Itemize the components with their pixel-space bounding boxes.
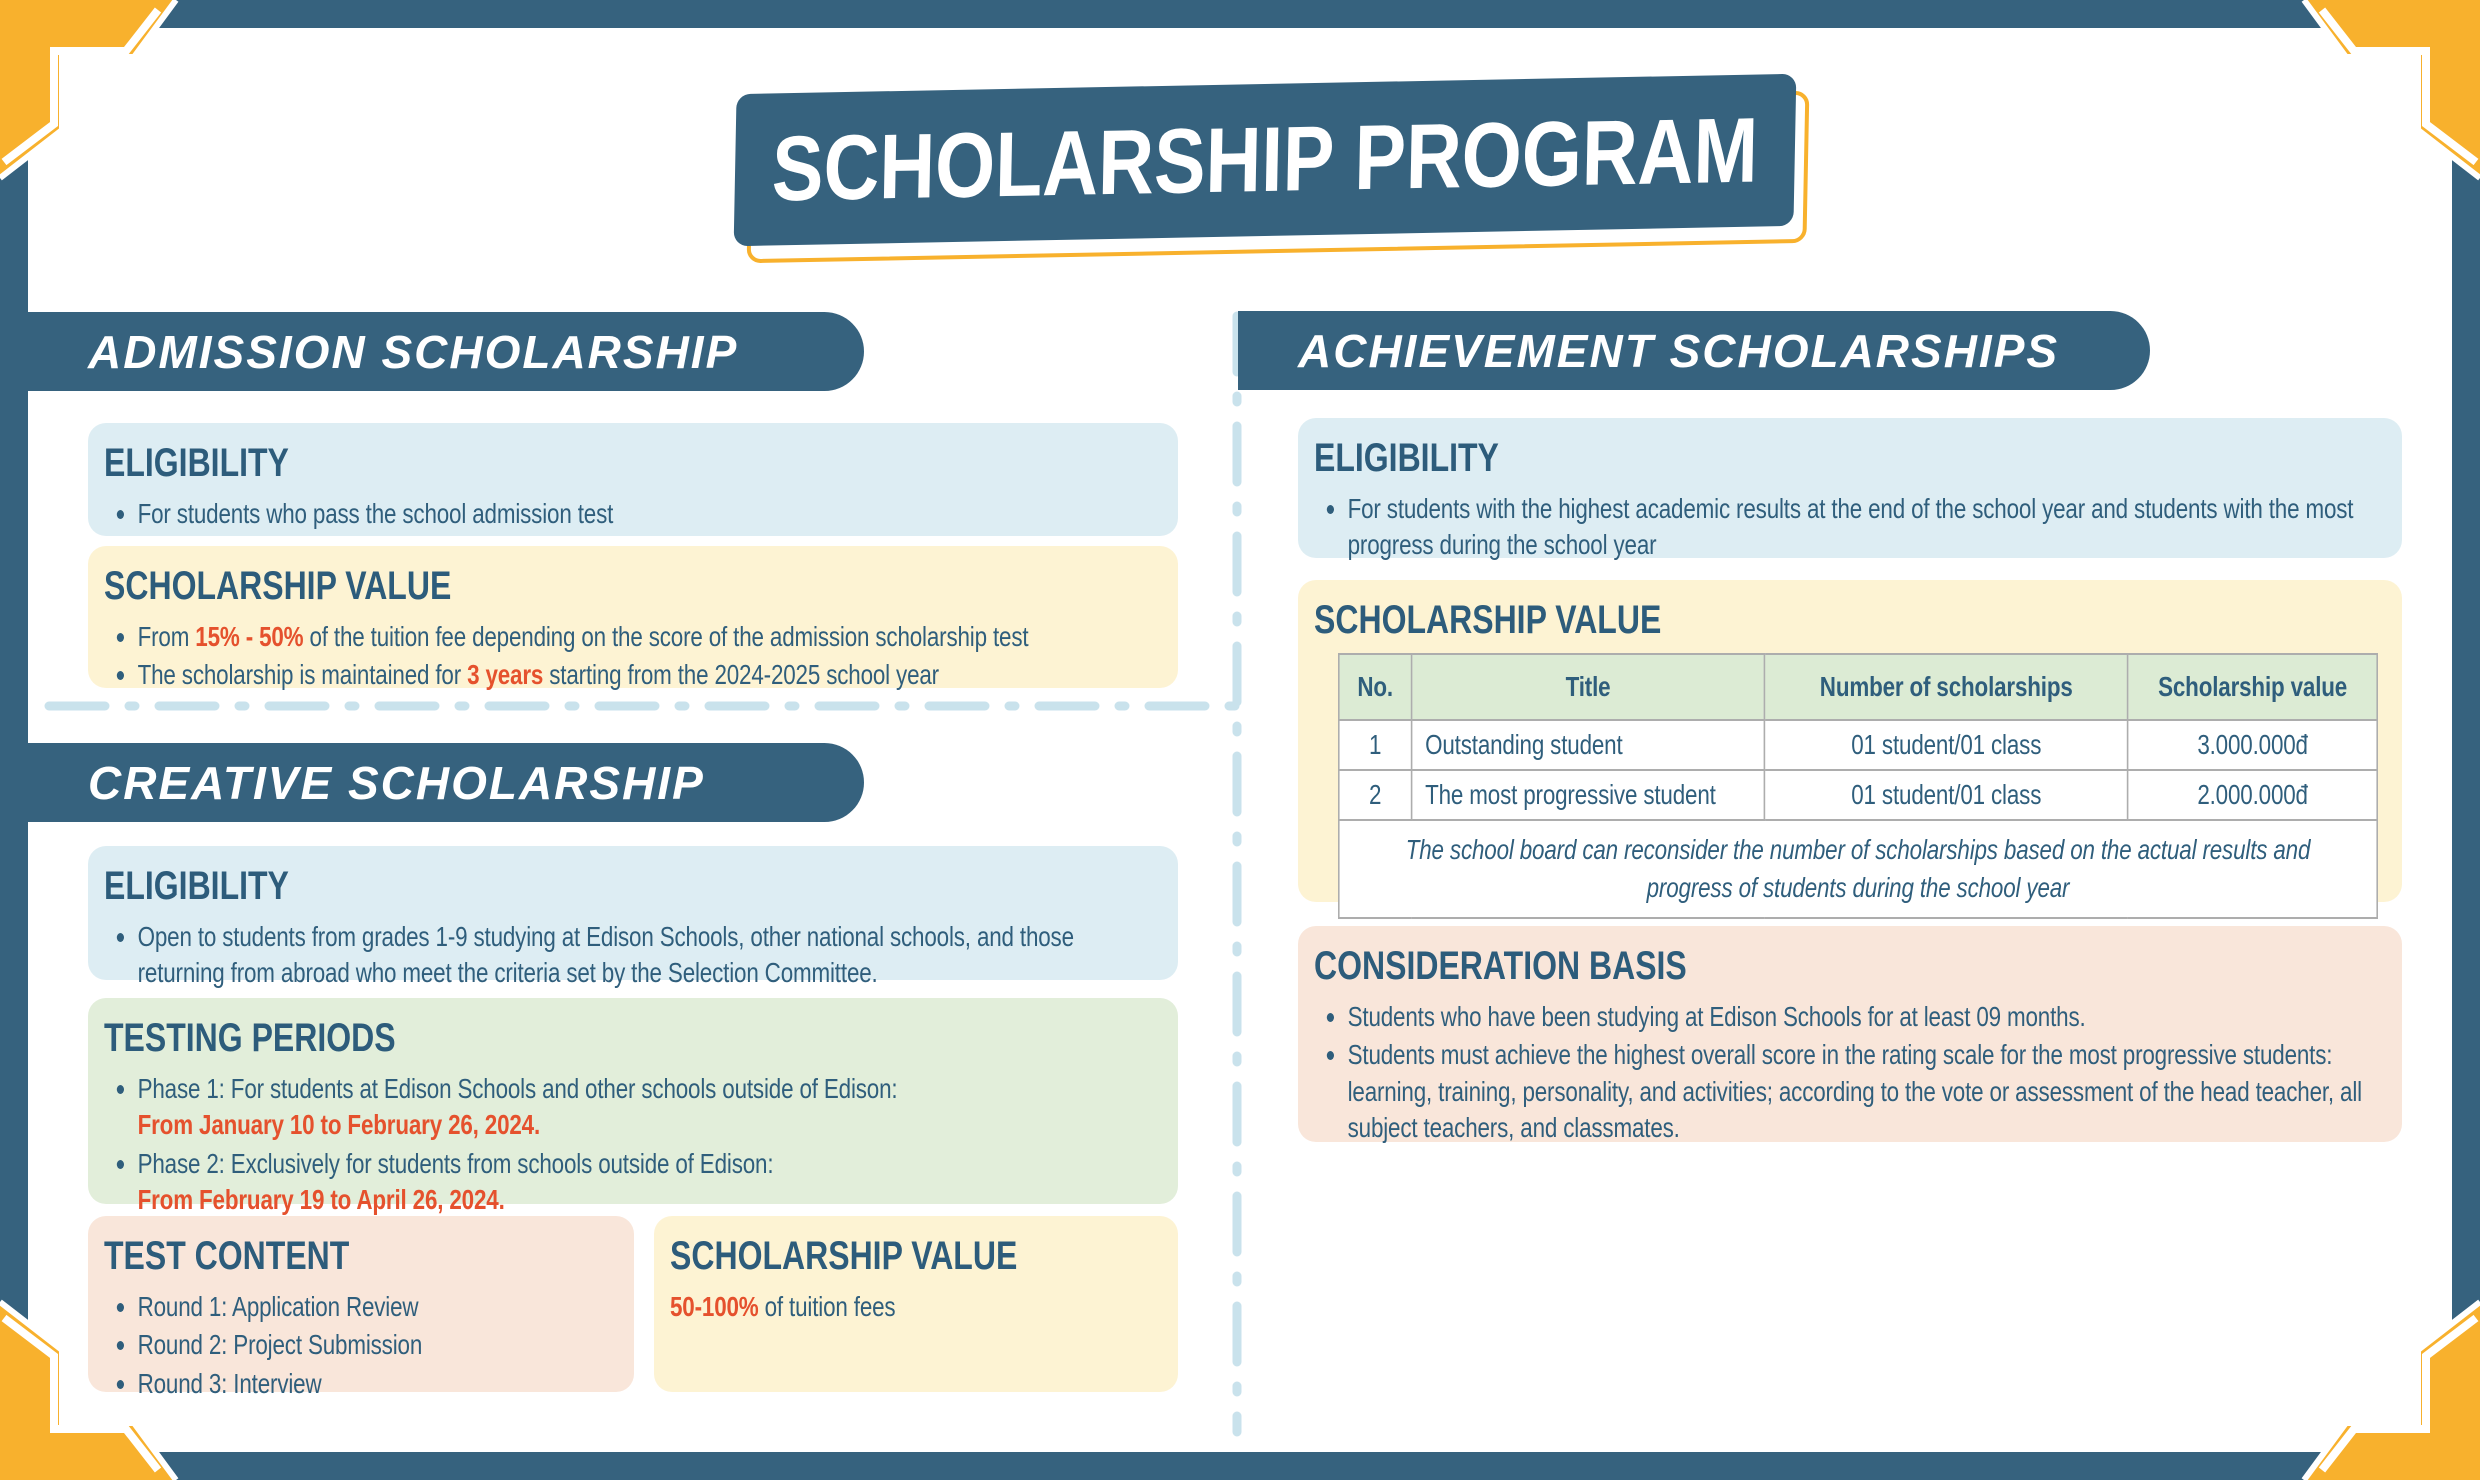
card-heading: SCHOLARSHIP VALUE	[104, 564, 452, 608]
table-cell: 01 student/01 class	[1765, 720, 2128, 770]
text-segment: Round 1: Application Review	[137, 1291, 419, 1322]
table-cell: 1	[1339, 720, 1412, 770]
card-achievement-eligibility	[1298, 418, 2402, 561]
card-heading: ELIGIBILITY	[104, 864, 289, 908]
bullet-item	[1314, 999, 2386, 1035]
vertical-dashed-divider	[1230, 311, 1244, 1437]
text-segment: of tuition fees	[758, 1291, 896, 1322]
highlighted-text: 50-100%	[670, 1291, 759, 1322]
table-cell: 2.000.000đ	[2128, 770, 2377, 820]
bullet-list	[104, 496, 1162, 532]
text-segment: The scholarship is maintained for	[137, 659, 468, 691]
card-creative-test-content	[88, 1216, 634, 1399]
card-heading: ELIGIBILITY	[104, 441, 289, 485]
text-segment: of the tuition fee depending on the score of the admission scholarship test	[303, 621, 1029, 652]
text-segment: For students who pass the school admission test	[137, 498, 614, 529]
bullet-item	[104, 619, 1162, 655]
text-segment: Round 2: Project Submission	[137, 1329, 423, 1361]
card-heading: CONSIDERATION BASIS	[1314, 944, 1687, 988]
text-segment: starting from the 2024-2025 school year	[543, 659, 939, 691]
bullet-list	[104, 1071, 1162, 1219]
scholarship-value-table	[1338, 653, 2378, 919]
corner-ornament-bottom-right	[2298, 1298, 2480, 1480]
card-creative-eligibility	[88, 846, 1178, 989]
card-heading: SCHOLARSHIP VALUE	[1314, 598, 1662, 642]
table-cell: The most progressive student	[1411, 770, 1764, 820]
table-row	[1339, 720, 2377, 770]
section-banner-creative	[28, 743, 864, 822]
bullet-item	[104, 1146, 1162, 1219]
card-admission-eligibility	[88, 423, 1178, 536]
bullet-item	[104, 657, 1162, 693]
table-row	[1339, 770, 2377, 820]
card-creative-testing-periods	[88, 998, 1178, 1216]
title-banner-plate	[734, 74, 1797, 246]
section-banner-admission	[28, 312, 864, 391]
table-header-cell: Scholarship value	[2128, 654, 2377, 720]
card-heading: SCHOLARSHIP VALUE	[670, 1234, 1018, 1278]
horizontal-dashed-divider	[44, 699, 1244, 713]
highlighted-text: 15% - 50%	[195, 621, 304, 652]
text-segment: Phase 2: Exclusively for students from schools outside of Edison:	[137, 1147, 774, 1179]
card-heading: ELIGIBILITY	[1314, 436, 1499, 480]
card-achievement-consideration-basis	[1298, 926, 2402, 1142]
text-segment: From	[137, 621, 196, 652]
text-segment: For students with the highest academic results at the end of the school year and students with the most progress during the school year	[1347, 493, 2354, 561]
table-header-cell: Title	[1411, 654, 1764, 720]
bullet-item	[104, 496, 1162, 532]
table-cell: Outstanding student	[1411, 720, 1764, 770]
highlighted-text: From February 19 to April 26, 2024.	[137, 1184, 505, 1216]
bullet-item	[1314, 491, 2386, 564]
bullet-item	[1314, 1037, 2386, 1146]
section-banner-achievement	[1238, 311, 2150, 390]
bullet-list	[1314, 491, 2386, 564]
value-text	[670, 1289, 1162, 1325]
page-title: SCHOLARSHIP PROGRAM	[771, 99, 1759, 220]
table-cell: 2	[1339, 770, 1412, 820]
bullet-list	[104, 619, 1162, 694]
highlighted-text: 3 years	[467, 659, 544, 691]
bullet-list	[104, 1289, 618, 1402]
bullet-list	[1314, 999, 2386, 1147]
text-segment: Students must achieve the highest overall score in the rating scale for the most progressive students: learning, training, personality, and activities; according to the vote or assessment of the head teacher, all subject teachers, and classmates.	[1347, 1039, 2362, 1144]
table-cell: 01 student/01 class	[1765, 770, 2128, 820]
text-segment: Phase 1: For students at Edison Schools and other schools outside of Edison:	[137, 1073, 898, 1104]
card-heading: TEST CONTENT	[104, 1234, 350, 1278]
table-note-row	[1339, 820, 2377, 918]
card-admission-scholarship-value	[88, 546, 1178, 691]
card-heading: TESTING PERIODS	[104, 1016, 396, 1060]
card-achievement-scholarship-value	[1298, 580, 2402, 902]
text-segment: Students who have been studying at Edison Schools for at least 09 months.	[1347, 1001, 2086, 1032]
text-segment: Open to students from grades 1-9 studying at Edison Schools, other national schools, and those returning from abroad who meet the criteria set by the Selection Committee.	[137, 921, 1074, 989]
bullet-item	[104, 1289, 618, 1325]
bullet-item	[104, 1366, 618, 1402]
section-title-creative: CREATIVE SCHOLARSHIP	[88, 756, 705, 809]
highlighted-text: From January 10 to February 26, 2024.	[137, 1109, 541, 1141]
table-header-row	[1339, 654, 2377, 720]
table-cell: 3.000.000đ	[2128, 720, 2377, 770]
table-note: The school board can reconsider the number of scholarships based on the actual results and progress of students during the school year	[1339, 820, 2377, 918]
bullet-list	[104, 919, 1162, 992]
text-segment: Round 3: Interview	[137, 1367, 322, 1399]
card-creative-scholarship-value	[654, 1216, 1178, 1392]
corner-ornament-top-left	[0, 0, 182, 182]
section-title-achievement: ACHIEVEMENT SCHOLARSHIPS	[1298, 324, 2060, 377]
table-header-cell: Number of scholarships	[1765, 654, 2128, 720]
title-banner	[735, 84, 1795, 236]
table-header-cell: No.	[1339, 654, 1412, 720]
bullet-item	[104, 1071, 1162, 1144]
section-title-admission: ADMISSION SCHOLARSHIP	[88, 325, 739, 378]
corner-ornament-top-right	[2298, 0, 2480, 182]
bullet-item	[104, 1327, 618, 1363]
bullet-item	[104, 919, 1162, 992]
